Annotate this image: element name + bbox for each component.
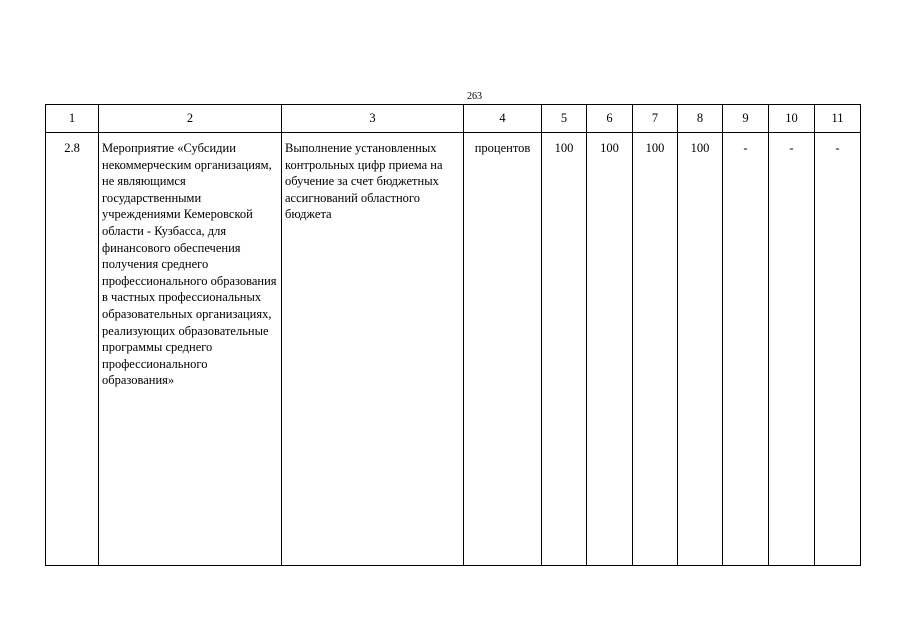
- unit-cell: процентов: [464, 133, 542, 566]
- indicator-table: [45, 104, 861, 566]
- value-cell: -: [723, 133, 769, 566]
- header-cell: 8: [678, 105, 723, 133]
- table-row: [46, 133, 861, 566]
- value-cell: -: [815, 133, 861, 566]
- indicator-description: Выполнение установленных контрольных цифр приема на обучение за счет бюджетных ассигнований областного бюджета: [282, 133, 464, 566]
- value-cell: 100: [678, 133, 723, 566]
- header-cell: 1: [46, 105, 99, 133]
- header-cell: 6: [587, 105, 633, 133]
- value-cell: -: [769, 133, 815, 566]
- header-row: [46, 105, 861, 133]
- header-cell: 2: [99, 105, 282, 133]
- header-cell: 4: [464, 105, 542, 133]
- value-cell: 100: [542, 133, 587, 566]
- value-cell: 100: [633, 133, 678, 566]
- header-cell: 11: [815, 105, 861, 133]
- header-cell: 3: [282, 105, 464, 133]
- header-cell: 5: [542, 105, 587, 133]
- header-cell: 9: [723, 105, 769, 133]
- header-cell: 10: [769, 105, 815, 133]
- row-index: 2.8: [46, 133, 99, 566]
- header-cell: 7: [633, 105, 678, 133]
- event-description: Мероприятие «Субсидии некоммерческим организациям, не являющимся государственными учреждениями Кемеровской области - Кузбасса, для финансового обеспечения получения среднего профессионального образования в частных профессиональных образовательных организациях, реализующих образовательные программы среднего профессионального образования»: [99, 133, 282, 566]
- value-cell: 100: [587, 133, 633, 566]
- page-number: 263: [467, 91, 482, 102]
